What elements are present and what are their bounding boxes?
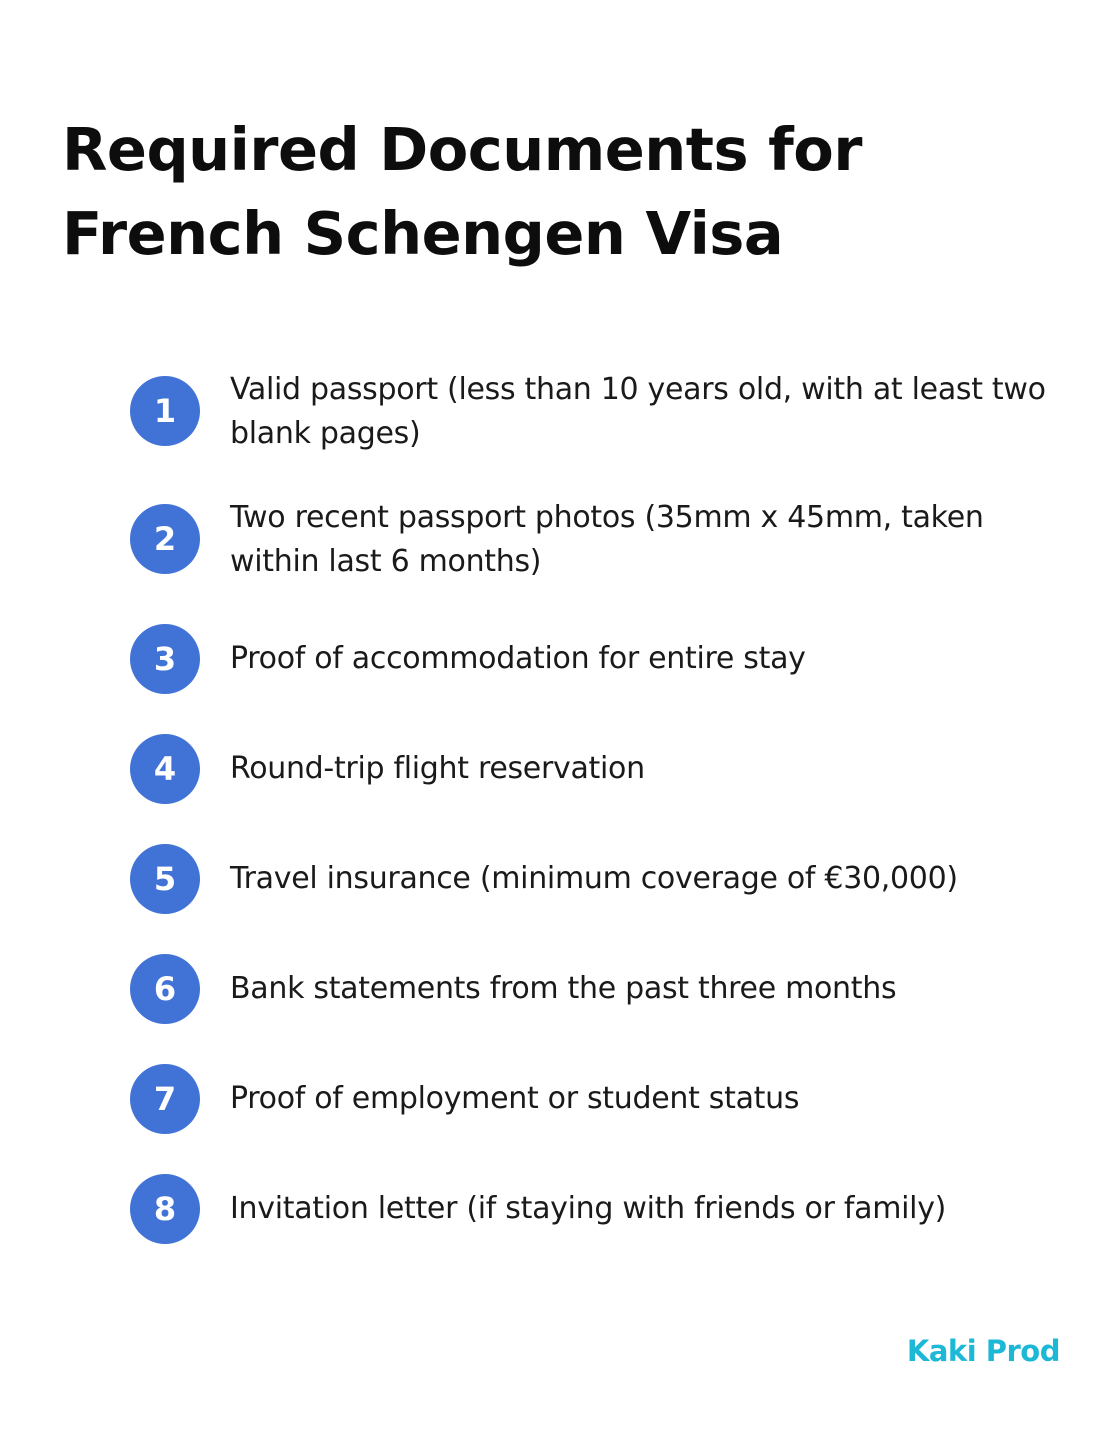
- list-item-text: Valid passport (less than 10 years old, with at least two blank pages): [230, 372, 1046, 451]
- step-number-badge: 2: [130, 504, 200, 574]
- brand-logo: Kaki Prod: [906, 1334, 1060, 1368]
- step-number-badge: 1: [130, 376, 200, 446]
- list-item-text: Travel insurance (minimum coverage of €30,000): [230, 861, 958, 896]
- list-item-text: Round-trip flight reservation: [230, 751, 645, 786]
- step-number-badge: 6: [130, 954, 200, 1024]
- step-number-badge: 5: [130, 844, 200, 914]
- list-item-text: Proof of accommodation for entire stay: [230, 641, 806, 676]
- step-number-badge: 8: [130, 1174, 200, 1244]
- list-item-text: Bank statements from the past three months: [230, 971, 897, 1006]
- page-title-line-2: French Schengen Visa: [62, 199, 784, 268]
- step-number-badge: 7: [130, 1064, 200, 1134]
- list-item-text: Invitation letter (if staying with friends or family): [230, 1191, 947, 1226]
- list-item-text: Proof of employment or student status: [230, 1081, 800, 1116]
- page-title-line-1: Required Documents for: [62, 115, 862, 184]
- step-number-badge: 4: [130, 734, 200, 804]
- step-number-badge: 3: [130, 624, 200, 694]
- list-item-text: Two recent passport photos (35mm x 45mm, taken within last 6 months): [230, 500, 984, 579]
